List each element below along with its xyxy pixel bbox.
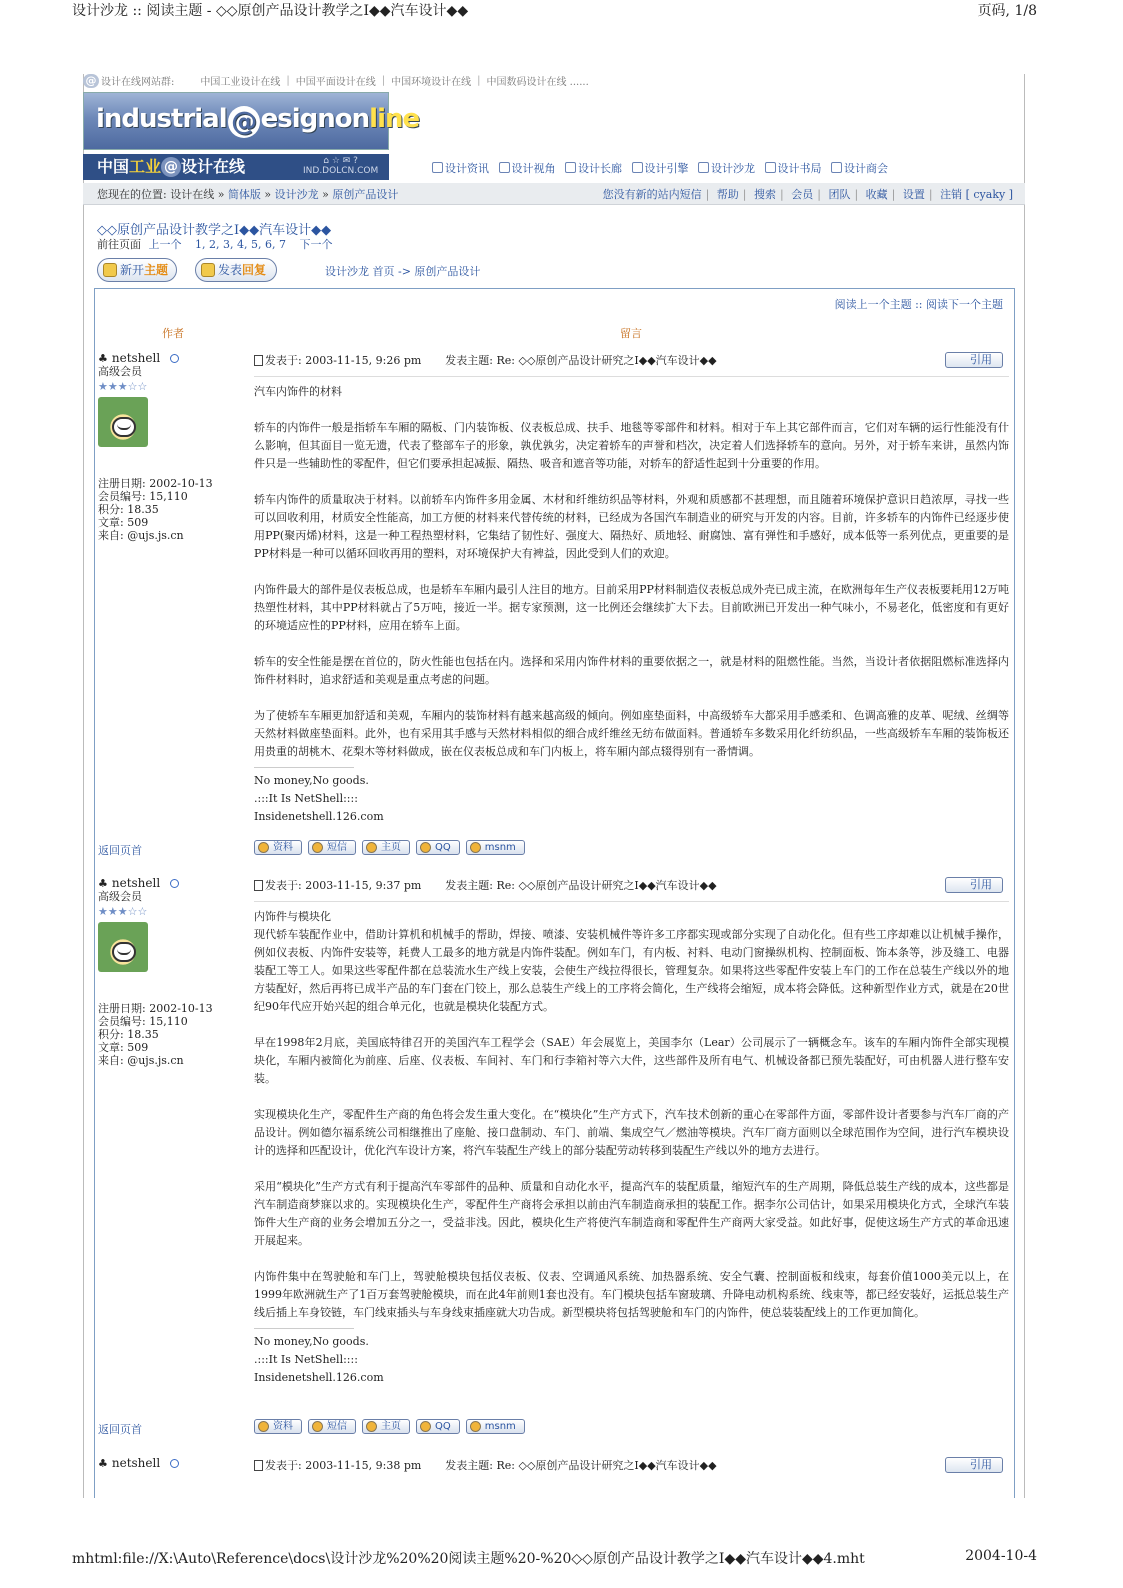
post-author <box>98 1457 248 1470</box>
post-reply-button[interactable]: 发表回复 <box>195 258 277 282</box>
user-menu: 您没有新的站内短信 | 帮助 | 搜索 | 会员 | 团队 | 收藏 | 设置 | 注销 [ cyaky ] <box>602 188 1013 201</box>
salon-icon <box>698 162 709 173</box>
menu-item-salon[interactable]: 设计沙龙 <box>698 162 755 175</box>
at-logo-icon: @ <box>83 74 99 88</box>
post-body <box>254 877 1009 1387</box>
view-icon <box>499 162 510 173</box>
print-footer-path: mhtml:file://X:\Auto\Reference\docs\设计沙龙%20%20阅读主题%20-%20◇◇原创产品设计教学之Ⅰ◆◆汽车设计◆◆4.mht <box>72 1551 865 1567</box>
post-icon <box>254 1460 263 1471</box>
quote-button[interactable]: 引用 <box>945 1457 1003 1473</box>
help-link[interactable]: 帮助 <box>716 188 739 201</box>
print-footer-date: 2004-10-4 <box>965 1548 1037 1564</box>
signature: No money,No goods. .:::It Is NetShell:::: Insidenetshell.126.com <box>254 767 354 826</box>
reply-icon <box>201 263 215 277</box>
user-icon: ♣ <box>98 352 108 365</box>
gallery-icon <box>565 162 576 173</box>
rank-stars: ★★★☆☆ <box>98 905 148 918</box>
post-tools <box>254 1419 525 1434</box>
post-date: 发表于: 2003-11-15, 9:26 pm <box>265 354 422 367</box>
back-to-top-link[interactable]: 返回页首 <box>98 1423 142 1436</box>
msn-button[interactable]: msnm <box>466 1419 525 1434</box>
site-name-bar: 中国工业 @ 设计在线 ⌂ ☆ ✉ ? IND.DOLCN.COM <box>83 154 389 180</box>
home-icon <box>366 842 377 853</box>
top-menu <box>432 160 894 176</box>
post-author <box>98 877 248 1067</box>
post-paragraph: 内饰件最大的部件是仪表板总成，也是轿车车厢内最引人注目的地方。目前采用PP材料制造仪表板总成外壳已成主流，在欧洲每年生产仪表板要耗用12万吨热塑性材料，其中PP材料就占了5万吨，接近一半。据专家预测，这一比例还会继续扩大下去。目前欧洲已开发出一种气味小，不易老化，低密度和有更好的环境适应性的PP材料，应用在轿车上面。 <box>254 583 1009 632</box>
breadcrumb: 您现在的位置: 设计在线 » 简体版 » 设计沙龙 » 原创产品设计 <box>97 188 399 201</box>
signature: No money,No goods. .:::It Is NetShell:::: Insidenetshell.126.com <box>254 1328 354 1387</box>
post-paragraph: 轿车内饰件的质量取决于材料。以前轿车内饰件多用金属、木材和纤维纺织品等材料，外观和质感都不甚理想，而且随着环境保护意识日趋浓厚，寻找一些可以回收利用，材质安全性能高，加工方便的材料来代替传统的材料，已经成为各国汽车制造业的研究与开发的内容。目前，许多轿车的内饰件已经逐步使用PP(聚丙烯)材料，这是一种工程热塑材料，它集结了韧性好、强度大、隔热好、质地轻、耐腐蚀、富有弹性和手感好，成本低等一系列优点，更重要的是PP材料是一种可以循环回收再用的塑料，对环境保护大有裨益，因此受到人们的欢迎。 <box>254 493 1009 560</box>
logout-link[interactable]: 注销 [ cyaky ] <box>940 188 1013 201</box>
menu-item-view[interactable]: 设计视角 <box>499 162 556 175</box>
site-banner[interactable] <box>83 92 420 150</box>
forum-path-link[interactable]: 设计沙龙 首页 -> 原创产品设计 <box>325 265 481 278</box>
column-header-author: 作者 <box>162 327 184 340</box>
print-header-page: 页码, 1/8 <box>977 3 1037 19</box>
message-icon <box>312 842 323 853</box>
news-icon <box>432 162 443 173</box>
homepage-button[interactable]: 主页 <box>362 840 410 855</box>
post-icon <box>254 880 263 891</box>
pm-button[interactable]: 短信 <box>308 840 356 855</box>
post-paragraph: 轿车的内饰件一般是指轿车车厢的隔板、门内装饰板、仪表板总成、扶手、地毯等零部件和材料。相对于车上其它部件而言，它们对车辆的运行性能没有什么影响，但其面目一览无遗，代表了整部车子的形象，孰优孰劣，决定着轿车的声誉和档次，决定着人们选择轿车的意向。另外，对于轿车来讲，虽然内饰件只是一些辅助性的零配件，但它们要承担起减振、隔热、吸音和遮音等功能，对轿车的舒适性起到十分重要的作用。 <box>254 421 1009 470</box>
pm-button[interactable]: 短信 <box>308 1419 356 1434</box>
post-body <box>254 352 1009 826</box>
msn-icon <box>470 1421 481 1432</box>
qq-button[interactable]: QQ <box>416 840 460 855</box>
search-link[interactable]: 搜索 <box>754 188 777 201</box>
back-to-top-link[interactable]: 返回页首 <box>98 844 142 857</box>
breadcrumb-link[interactable]: 设计沙龙 <box>274 188 319 201</box>
post-author <box>98 352 248 542</box>
quote-button[interactable]: 引用 <box>945 877 1003 893</box>
author-meta: 注册日期: 2002-10-13 会员编号: 15,110 积分: 18.35 文章: 509 来自: @ujs.js.cn <box>98 477 213 542</box>
team-link[interactable]: 团队 <box>828 188 851 201</box>
menu-item-search[interactable]: 设计引擎 <box>632 162 689 175</box>
menu-item-business[interactable]: 设计商会 <box>831 162 888 175</box>
column-header-message: 留言 <box>620 327 642 340</box>
msn-button[interactable]: msnm <box>466 840 525 855</box>
qq-icon <box>420 842 431 853</box>
menu-item-gallery[interactable]: 设计长廊 <box>565 162 622 175</box>
user-icon: ♣ <box>98 877 108 890</box>
topic-navigation: 阅读上一个主题 :: 阅读下一个主题 <box>834 298 1003 311</box>
post-paragraph: 汽车内饰件的材料 <box>254 385 342 398</box>
profile-icon <box>258 1421 269 1432</box>
profile-button[interactable]: 资料 <box>254 1419 302 1434</box>
post-icon <box>254 355 263 366</box>
site-group-bar: @ 设计在线网站群: 中国工业设计在线 | 中国平面设计在线 | 中国环境设计在线 | 中国数码设计在线 ...... <box>83 72 1025 89</box>
post <box>94 877 1015 1437</box>
author-meta: 注册日期: 2002-10-13 会员编号: 15,110 积分: 18.35 文章: 509 来自: @ujs.js.cn <box>98 1002 213 1067</box>
qq-icon <box>420 1421 431 1432</box>
page-numbers[interactable]: 1, 2, 3, 4, 5, 6, 7 <box>195 238 286 251</box>
site-group-label: 设计在线网站群: <box>101 77 175 88</box>
male-icon <box>170 879 179 888</box>
profile-icon <box>258 842 269 853</box>
post-body <box>254 1457 1009 1473</box>
post-subject: 发表主题: Re: ◇◇原创产品设计研究之Ⅰ◆◆汽车设计◆◆ <box>445 1459 717 1472</box>
author-name[interactable]: netshell <box>111 876 161 890</box>
site-logo: industrial @ esignonline <box>96 104 420 137</box>
post-subject: 发表主题: Re: ◇◇原创产品设计研究之Ⅰ◆◆汽车设计◆◆ <box>445 879 717 892</box>
messages-link[interactable]: 您没有新的站内短信 <box>602 188 702 201</box>
post-paragraph: 内饰件集中在驾驶舱和车门上，驾驶舱模块包括仪表板、仪表、空调通风系统、加热器系统、安全气囊、控制面板和线束，每套价值1000美元以上，在1999年欧洲就生产了1百万套驾驶舱模块，而在此4年前则1套也没有。车门模块包括车窗玻璃、升降电动机构系统、线束等，都已经安装好，运抵总装生产线后插上车身铰链，车门线束插头与车身线束插座就大功告成。新型模块将包括驾驶舱和车门的内饰件，使总装装配线上的工作更加简化。 <box>254 1270 1009 1319</box>
next-page-link[interactable]: 下一个 <box>299 238 333 251</box>
prev-topic-link[interactable]: 阅读上一个主题 <box>834 298 912 311</box>
avatar <box>98 397 148 447</box>
msn-icon <box>470 842 481 853</box>
post-date: 发表于: 2003-11-15, 9:37 pm <box>265 879 422 892</box>
post-paragraph: 早在1998年2月底，美国底特律召开的美国汽车工程学会（SAE）年会展览上，美国李尔（Lear）公司展示了一辆概念车。该车的车厢内饰件全部实现模块化，车厢内被简化为前座、后座、仪表板、车间衬、车门和行李箱衬等六大件，这些部件及所有电气、机械设备都已预先装配好，可由机器人进行整车安装。 <box>254 1036 1009 1085</box>
at-logo-icon: @ <box>228 106 260 138</box>
post-subject: 发表主题: Re: ◇◇原创产品设计研究之Ⅰ◆◆汽车设计◆◆ <box>445 354 717 367</box>
home-icon <box>366 1421 377 1432</box>
profile-button[interactable]: 资料 <box>254 840 302 855</box>
message-icon <box>312 1421 323 1432</box>
qq-button[interactable]: QQ <box>416 1419 460 1434</box>
post-paragraph: 实现模块化生产，零配件生产商的角色将会发生重大变化。在“模块化”生产方式下，汽车技术创新的重心在零部件方面，零部件设计者要参与汽车厂商的产品设计。例如德尔福系统公司相继推出了座舱、接口盘制动、车门、前端、集成空气／燃油等模块。汽车厂商方面则以全球范围作为空间，进行汽车模块设计的选择和匹配设计，优化汽车设计方案，将汽车装配生产线上的部分装配劳动转移到装配生产线以外的地方去进行。 <box>254 1108 1009 1157</box>
breadcrumb-link[interactable]: 原创产品设计 <box>332 188 399 201</box>
quote-button[interactable]: 引用 <box>945 352 1003 368</box>
book-icon <box>765 162 776 173</box>
post-paragraph: 为了使轿车车厢更加舒适和美观，车厢内的装饰材料有越来越高级的倾向。例如座垫面料，中高级轿车大都采用手感柔和、色调高雅的皮革、呢绒、丝绸等天然材料做座垫面料。此外，也有采用其手感与天然材料相似的细合成纤维丝无纺布做面料。普通轿车多数采用化纤纺织品，一些高级轿车车厢的装饰板还用贵重的胡桃木、花梨木等材料做成，嵌在仪表板总成和车门内板上，将车厢内部点辍得别有一番情调。 <box>254 709 1009 758</box>
search-icon <box>632 162 643 173</box>
post-paragraph: 内饰件与模块化 现代轿车装配作业中，借助计算机和机械手的帮助，焊接、喷漆、安装机械件等许多工序都实现或部分实现了自动化化。但有些工序却难以让机械手操作，例如仪表板、内饰件安装等，耗费人工最多的地方就是内饰件装配。例如车门，有内板、衬料、电动门窗操纵机构、控制面板、饰本条等，涉及缝工、电器装配工等工人。如果这些零配件都在总装流水生产线上安装，会使生产线拉得很长，管理复杂。如果将这些零配件安装上车门的工作在总装生产线以外的地方装配好，然后再将已成半产品的车门套在门铰上，那么总装生产线上的工序将会简化，生产线将会缩短，成本将会降低。这种新型作业方式，就是在20世纪90年代应开始兴起的组合单元化，也就是模块化装配方式。 <box>254 910 1009 1013</box>
print-header-title: 设计沙龙 :: 阅读主题 - ◇◇原创产品设计教学之Ⅰ◆◆汽车设计◆◆ <box>72 3 469 19</box>
favorites-link[interactable]: 收藏 <box>865 188 888 201</box>
site-link[interactable]: 中国环境设计在线 <box>391 77 472 88</box>
author-rank: 高级会员 <box>98 890 142 903</box>
post-paragraph: 采用“模块化”生产方式有利于提高汽车零部件的品种、质量和自动化水平，提高汽车的装配质量，缩短汽车的生产周期，降低总装生产线的成本，这些都是汽车制造商梦寐以求的。实现模块化生产，零配件生产商将会承担以前由汽车制造商承担的装配工作。据李尔公司估计，如果采用模块化方式，全球汽车装饰件大生产商的业务会增加五分之一，受益非浅。因此，模块化生产将使汽车制造商和零配件生产商两大家受益。如此好事，促使这场生产方式的革命迅速开展起来。 <box>254 1180 1009 1247</box>
pagination: 前往页面 上一个 1, 2, 3, 4, 5, 6, 7 下一个 <box>97 238 333 251</box>
user-icon: ♣ <box>98 1457 108 1470</box>
site-link[interactable]: 中国工业设计在线 <box>200 77 281 88</box>
site-link[interactable]: 中国数码设计在线 ...... <box>486 77 589 88</box>
male-icon <box>170 1459 179 1468</box>
menu-item-news[interactable]: 设计资讯 <box>432 162 489 175</box>
site-link[interactable]: 中国平面设计在线 <box>295 77 376 88</box>
author-rank: 高级会员 <box>98 365 142 378</box>
breadcrumb-link[interactable]: 简体版 <box>227 188 261 201</box>
post-paragraph: 轿车的安全性能是摆在首位的，防火性能也包括在内。选择和采用内饰件材料的重要依据之一，就是材料的阻燃性能。当然，当设计者依据阻燃标准选择内饰件材料时，追求舒适和美观是重点考虑的问题。 <box>254 655 1009 686</box>
homepage-button[interactable]: 主页 <box>362 1419 410 1434</box>
post-date: 发表于: 2003-11-15, 9:38 pm <box>265 1459 422 1472</box>
avatar <box>98 922 148 972</box>
topic-title[interactable]: ◇◇原创产品设计教学之Ⅰ◆◆汽车设计◆◆ <box>97 223 332 238</box>
post <box>94 1457 1015 1487</box>
menu-item-books[interactable]: 设计书局 <box>765 162 822 175</box>
settings-link[interactable]: 设置 <box>902 188 925 201</box>
at-logo-icon: @ <box>161 157 181 177</box>
post <box>94 352 1015 862</box>
rank-stars: ★★★☆☆ <box>98 380 148 393</box>
author-name[interactable]: netshell <box>111 1456 161 1470</box>
members-link[interactable]: 会员 <box>791 188 814 201</box>
quick-icons[interactable]: ⌂ ☆ ✉ ? IND.DOLCN.COM <box>303 156 379 176</box>
business-icon <box>831 162 842 173</box>
new-topic-button[interactable]: 新开主题 <box>97 258 177 282</box>
next-topic-link[interactable]: 阅读下一个主题 <box>926 298 1003 311</box>
prev-page-link[interactable]: 上一个 <box>148 238 182 251</box>
post-tools <box>254 840 525 855</box>
new-topic-icon <box>103 263 117 277</box>
author-name[interactable]: netshell <box>111 351 161 365</box>
male-icon <box>170 354 179 363</box>
